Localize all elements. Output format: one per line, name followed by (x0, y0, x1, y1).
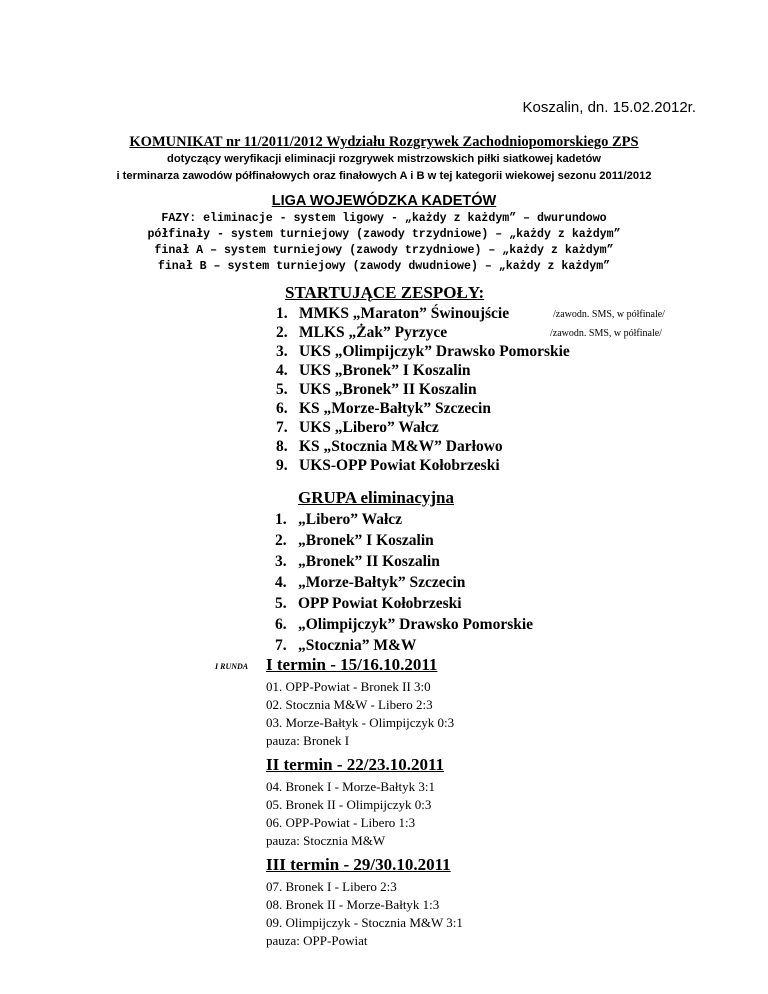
match-line: 03. Morze-Bałtyk - Olimpijczyk 0:3 (266, 715, 455, 730)
group-list-item (275, 637, 416, 657)
team-number: 6. (276, 400, 288, 417)
team-list-item (276, 457, 500, 475)
team-list-item (276, 324, 662, 342)
group-team-name: „Morze-Bałtyk” Szczecin (298, 574, 466, 591)
team-name: UKS-OPP Powiat Kołobrzeski (299, 457, 500, 474)
pause-line: pauza: Stocznia M&W (266, 833, 386, 848)
team-name: UKS „Olimpijczyk” Drawsko Pomorskie (299, 343, 570, 360)
team-list-item (276, 362, 471, 380)
group-number: 2. (275, 532, 287, 549)
group-number: 3. (275, 553, 287, 570)
team-name: MMKS „Maraton” Świnoujście (299, 305, 510, 322)
group-list-item (275, 553, 440, 573)
team-list-item (276, 305, 665, 323)
team-number: 9. (276, 457, 288, 474)
team-note: /zawodn. SMS, w półfinale/ (553, 309, 665, 320)
match-line: 09. Olimpijczyk - Stocznia M&W 3:1 (266, 915, 463, 930)
team-name: UKS „Bronek” II Koszalin (299, 381, 477, 398)
group-team-name: „Olimpijczyk” Drawsko Pomorskie (298, 616, 534, 633)
team-name: KS „Morze-Bałtyk” Szczecin (299, 400, 491, 417)
match-line: 04. Bronek I - Morze-Bałtyk 3:1 (266, 779, 435, 794)
term-heading: III termin - 29/30.10.2011 (266, 855, 451, 874)
group-list-item (275, 532, 434, 552)
team-note: /zawodn. SMS, w półfinale/ (550, 328, 662, 339)
match-line: 06. OPP-Powiat - Libero 1:3 (266, 815, 416, 830)
group-list-item (275, 616, 533, 636)
team-number: 5. (276, 381, 288, 398)
group-number: 7. (275, 637, 287, 654)
place-date: Koszalin, dn. 15.02.2012r. (522, 99, 696, 116)
group-team-name: „Stocznia” M&W (298, 637, 417, 654)
document-title: KOMUNIKAT nr 11/2011/2012 Wydziału Rozgrywek Zachodniopomorskiego ZPS (129, 134, 639, 150)
group-list-item (275, 574, 465, 594)
subtitle-line-1: dotyczący weryfikacji eliminacji rozgrywek mistrzowskich piłki siatkowej kadetów (167, 153, 601, 165)
team-number: 4. (276, 362, 288, 379)
team-number: 8. (276, 438, 288, 455)
group-number: 5. (275, 595, 287, 612)
term-heading: II termin - 22/23.10.2011 (266, 755, 445, 774)
match-line: 05. Bronek II - Olimpijczyk 0:3 (266, 797, 432, 812)
team-number: 3. (276, 343, 288, 360)
team-name: UKS „Libero” Wałcz (299, 419, 439, 436)
pause-line: pauza: OPP-Powiat (266, 933, 368, 948)
group-team-name: „Bronek” I Koszalin (298, 532, 434, 549)
team-list-item (276, 400, 491, 418)
team-list-item (276, 343, 570, 361)
group-team-name: „Libero” Wałcz (298, 511, 403, 528)
team-name: MLKS „Żak” Pyrzyce (299, 324, 448, 341)
team-list-item (276, 438, 503, 456)
term-heading: I termin - 15/16.10.2011 (266, 655, 438, 674)
phase-line: półfinały - system turniejowy (zawody trzydniowe) – „każdy z każdym” (147, 228, 621, 241)
team-list-item (276, 419, 439, 437)
match-line: 02. Stocznia M&W - Libero 2:3 (266, 697, 433, 712)
phase-line: finał A – system turniejowy (zawody trzydniowe) – „każdy z każdym” (154, 244, 614, 257)
group-heading: GRUPA eliminacyjna (298, 488, 454, 507)
phase-line: finał B – system turniejowy (zawody dwudniowe) – „każdy z każdym” (157, 260, 611, 273)
group-list-item (275, 595, 462, 615)
group-number: 1. (275, 511, 287, 528)
group-list-item (275, 511, 402, 531)
group-number: 6. (275, 616, 287, 633)
team-number: 2. (276, 324, 288, 341)
group-team-name: OPP Powiat Kołobrzeski (298, 595, 462, 612)
subtitle-line-2: i terminarza zawodów półfinałowych oraz finałowych A i B w tej kategorii wiekowej sezonu 2011/2012 (116, 170, 652, 182)
teams-heading: STARTUJĄCE ZESPOŁY: (285, 283, 485, 302)
group-number: 4. (275, 574, 287, 591)
pause-line: pauza: Bronek I (266, 733, 350, 748)
phase-line: FAZY: eliminacje - system ligowy - „każdy z każdym” – dwurundowo (161, 212, 607, 225)
team-name: UKS „Bronek” I Koszalin (299, 362, 471, 379)
group-team-name: „Bronek” II Koszalin (298, 553, 440, 570)
team-list-item (276, 381, 477, 399)
team-number: 1. (276, 305, 288, 322)
match-line: 08. Bronek II - Morze-Bałtyk 1:3 (266, 897, 440, 912)
team-number: 7. (276, 419, 288, 436)
match-line: 07. Bronek I - Libero 2:3 (266, 879, 397, 894)
league-title: LIGA WOJEWÓDZKA KADETÓW (271, 193, 497, 209)
round-label: I RUNDA (215, 662, 249, 671)
team-name: KS „Stocznia M&W” Darłowo (299, 438, 503, 455)
match-line: 01. OPP-Powiat - Bronek II 3:0 (266, 679, 431, 694)
